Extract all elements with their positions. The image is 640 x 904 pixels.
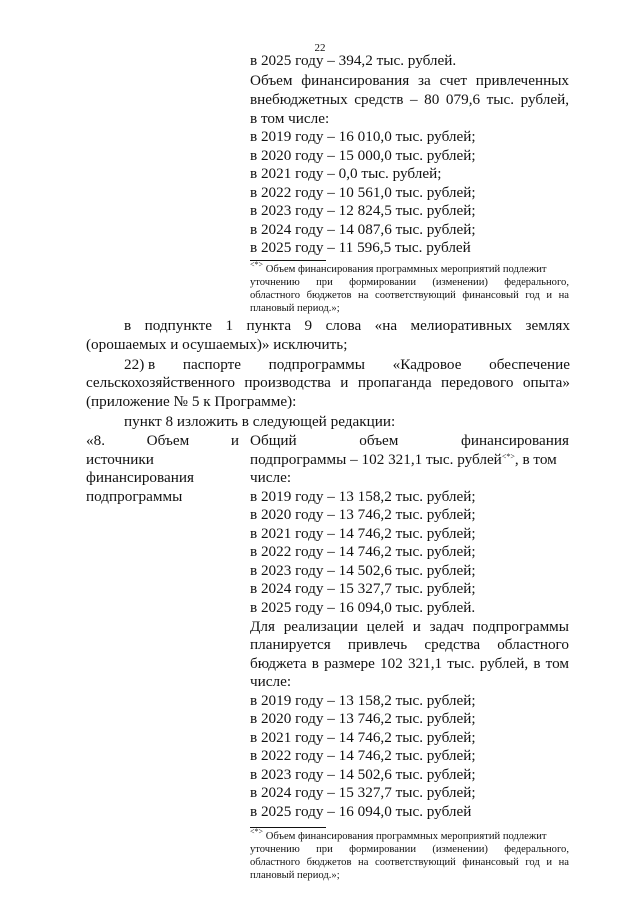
para1-word: слова: [325, 317, 362, 334]
item8-year-a-2021: в 2021 году – 14 746,2 тыс. рублей;: [250, 525, 476, 542]
item8-left-word: «8.: [86, 432, 105, 449]
top-year-2019: в 2019 году – 16 010,0 тыс. рублей;: [250, 128, 476, 145]
para1-word: «на: [374, 317, 398, 334]
item8-total-text: подпрограммы – 102 321,1 тыс. рублей: [250, 451, 502, 468]
para1-line-2: (орошаемых и осушаемых)» исключить;: [86, 336, 348, 353]
item8-left-row-1: [86, 432, 239, 451]
top-line-3: внебюджетных средств – 80 079,6 тыс. рублей,: [250, 91, 569, 108]
item8-year-b-2021: в 2021 году – 14 746,2 тыс. рублей;: [250, 729, 476, 746]
para1-word: в: [124, 317, 132, 334]
item8-year-b-2024: в 2024 году – 15 327,7 тыс. рублей;: [250, 784, 476, 801]
footnote-2-line-1: [250, 827, 569, 843]
footnote-1-marker: <*>: [250, 260, 264, 269]
item8-year-a-2019: в 2019 году – 13 158,2 тыс. рублей;: [250, 488, 476, 505]
top-year-2024: в 2024 году – 14 087,6 тыс. рублей;: [250, 221, 476, 238]
top-year-2022: в 2022 году – 10 561,0 тыс. рублей;: [250, 184, 476, 201]
item8-year-a-2025: в 2025 году – 16 094,0 тыс. рублей.: [250, 599, 476, 616]
item8-year-b-2020: в 2020 году – 13 746,2 тыс. рублей;: [250, 710, 476, 727]
item8-left-row-4: подпрограммы: [86, 488, 183, 505]
item8-total-tail: , в том: [514, 451, 557, 468]
item8-right-word: объем: [359, 432, 399, 449]
item8-right-row-2: [250, 451, 557, 470]
top-year-2021: в 2021 году – 0,0 тыс. рублей;: [250, 165, 442, 182]
item8-right-row-1: [250, 432, 569, 451]
footnote-1-line-1: [250, 260, 569, 276]
para1-word: землях: [525, 317, 570, 334]
item8-year-a-2020: в 2020 году – 13 746,2 тыс. рублей;: [250, 506, 476, 523]
footnote-2-marker: <*>: [250, 827, 264, 836]
top-year-2020: в 2020 году – 15 000,0 тыс. рублей;: [250, 147, 476, 164]
para2-line-2: сельскохозяйственного производства и пропаганда передового опыта»: [86, 374, 570, 391]
para1-word: мелиоративных: [410, 317, 513, 334]
footnote-2-line-3: областного бюджетов на соответствующий финансовый год и на: [250, 857, 569, 868]
item8-year-a-2022: в 2022 году – 14 746,2 тыс. рублей;: [250, 543, 476, 560]
para3-line: пункт 8 изложить в следующей редакции:: [124, 413, 396, 430]
para1-word: подпункте: [144, 317, 213, 334]
para1-line-1: [124, 317, 570, 336]
top-year-2025: в 2025 году – 11 596,5 тыс. рублей: [250, 239, 471, 256]
footnote-1-line-4: плановый период.»;: [250, 303, 340, 314]
item8-right-word: финансирования: [461, 432, 569, 449]
item8-realization-line-2: планируется привлечь средства областного: [250, 636, 569, 653]
para2-word: подпрограммы: [268, 356, 365, 373]
para1-word: пункта: [246, 317, 292, 334]
top-year-2023: в 2023 году – 12 824,5 тыс. рублей;: [250, 202, 476, 219]
top-line-4: в том числе:: [250, 110, 330, 127]
footnote-1-text: Объем финансирования программных мероприятий подлежит: [265, 264, 547, 275]
item8-right-word: Общий: [250, 432, 297, 449]
top-line-1: в 2025 году – 394,2 тыс. рублей.: [250, 52, 457, 69]
item8-left-row-2: источники: [86, 451, 154, 468]
top-line-2: Объем финансирования за счет привлеченных: [250, 72, 569, 89]
para2-word: обеспечение: [489, 356, 570, 373]
item8-year-b-2019: в 2019 году – 13 158,2 тыс. рублей;: [250, 692, 476, 709]
item8-realization-line-4: числе:: [250, 673, 292, 690]
item8-year-b-2022: в 2022 году – 14 746,2 тыс. рублей;: [250, 747, 476, 764]
item8-right-row-3: числе:: [250, 469, 292, 486]
para1-word: 9: [304, 317, 313, 334]
page-number: 22: [314, 42, 326, 54]
footnote-2-text: Объем финансирования программных мероприятий подлежит: [265, 831, 547, 842]
item8-left-word: Объем: [146, 432, 190, 449]
item8-year-a-2024: в 2024 году – 15 327,7 тыс. рублей;: [250, 580, 476, 597]
para1-word: 1: [225, 317, 234, 334]
item8-footnote-marker: <*>: [501, 452, 515, 461]
para2-word: 22) в: [124, 356, 156, 373]
item8-left-row-3: финансирования: [86, 469, 194, 486]
para2-line-1: [124, 356, 570, 375]
footnote-1-line-3: областного бюджетов на соответствующий финансовый год и на: [250, 290, 569, 301]
footnote-1-line-2: уточнению при формировании (изменении) федерального,: [250, 277, 569, 288]
item8-realization-line-3: бюджета в размере 102 321,1 тыс. рублей, в том: [250, 655, 569, 672]
item8-year-b-2023: в 2023 году – 14 502,6 тыс. рублей;: [250, 766, 476, 783]
para2-word: паспорте: [182, 356, 241, 373]
item8-realization-line-1: Для реализации целей и задач подпрограммы: [250, 618, 569, 635]
para2-word: «Кадровое: [392, 356, 462, 373]
footnote-2-line-4: плановый период.»;: [250, 870, 340, 881]
footnote-2-line-2: уточнению при формировании (изменении) федерального,: [250, 844, 569, 855]
item8-year-b-2025: в 2025 году – 16 094,0 тыс. рублей: [250, 803, 472, 820]
para2-line-3: (приложение № 5 к Программе):: [86, 393, 297, 410]
item8-year-a-2023: в 2023 году – 14 502,6 тыс. рублей;: [250, 562, 476, 579]
item8-left-word: и: [230, 432, 239, 449]
